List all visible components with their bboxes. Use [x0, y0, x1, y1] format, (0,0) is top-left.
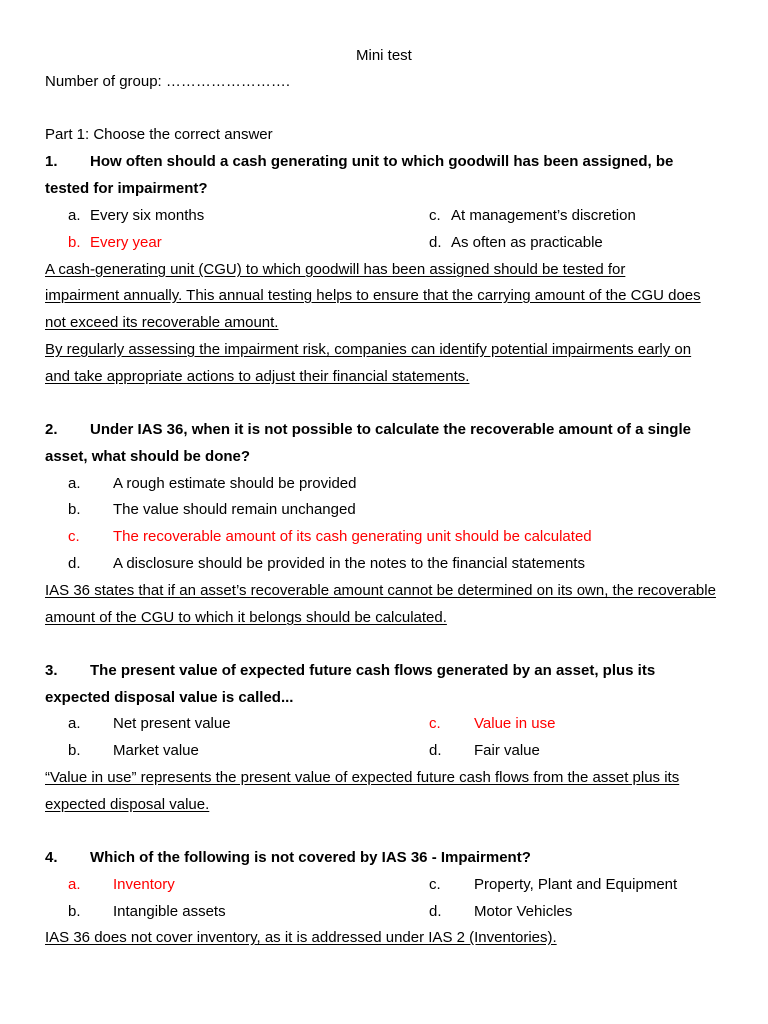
option-letter: a.	[68, 475, 81, 492]
option-text: Motor Vehicles	[474, 903, 573, 920]
option-text: The value should remain unchanged	[113, 501, 356, 518]
option-text: Market value	[113, 742, 199, 759]
option-text: Property, Plant and Equipment	[474, 876, 678, 893]
explanation-line: “Value in use” represents the present value of expected future cash flows from the asset plus its	[45, 769, 680, 786]
option-letter-correct: b.	[68, 234, 81, 251]
question-text: The present value of expected future cash flows generated by an asset, plus its	[90, 662, 656, 679]
option-letter: b.	[68, 501, 81, 518]
option-letter-correct: c.	[68, 528, 80, 545]
option-letter: b.	[68, 742, 81, 759]
option-letter-correct: a.	[68, 876, 81, 893]
option-letter: a.	[68, 715, 81, 732]
option-text: A disclosure should be provided in the notes to the financial statements	[113, 555, 585, 572]
question-text: asset, what should be done?	[45, 448, 251, 465]
option-text-correct: Every year	[90, 234, 162, 251]
group-number-field: Number of group: …………………….	[45, 73, 291, 90]
option-text: At management’s discretion	[451, 207, 636, 224]
question-text: Which of the following is not covered by IAS 36 - Impairment?	[90, 849, 531, 866]
option-letter: b.	[68, 903, 81, 920]
question-text: expected disposal value is called...	[45, 689, 294, 706]
explanation-line: expected disposal value.	[45, 796, 210, 813]
question-text: Under IAS 36, when it is not possible to calculate the recoverable amount of a single	[90, 421, 691, 438]
option-letter: c.	[429, 207, 441, 224]
part-title: Part 1: Choose the correct answer	[45, 126, 273, 143]
option-letter: c.	[429, 876, 441, 893]
option-letter: a.	[68, 207, 81, 224]
option-text: As often as practicable	[451, 234, 603, 251]
option-text: A rough estimate should be provided	[113, 475, 357, 492]
option-text-correct: Inventory	[113, 876, 175, 893]
option-text: Every six months	[90, 207, 205, 224]
explanation-line: amount of the CGU to which it belongs should be calculated.	[45, 609, 447, 626]
option-letter: d.	[68, 555, 81, 572]
question-text: tested for impairment?	[45, 180, 208, 197]
option-letter: d.	[429, 903, 442, 920]
explanation-line: and take appropriate actions to adjust their financial statements.	[45, 368, 470, 385]
option-text-correct: The recoverable amount of its cash generating unit should be calculated	[113, 528, 592, 545]
explanation-line: IAS 36 states that if an asset’s recoverable amount cannot be determined on its own, the recoverable	[45, 582, 716, 599]
question-number: 4.	[45, 849, 58, 866]
option-text: Net present value	[113, 715, 231, 732]
question-number: 1.	[45, 153, 58, 170]
option-text: Intangible assets	[113, 903, 226, 920]
option-text-correct: Value in use	[474, 715, 556, 732]
option-letter-correct: c.	[429, 715, 441, 732]
option-letter: d.	[429, 234, 442, 251]
explanation-line: impairment annually. This annual testing helps to ensure that the carrying amount of the CGU does	[45, 287, 701, 304]
option-text: Fair value	[474, 742, 540, 759]
explanation-line: IAS 36 does not cover inventory, as it is addressed under IAS 2 (Inventories).	[45, 929, 557, 946]
question-number: 2.	[45, 421, 58, 438]
explanation-line: not exceed its recoverable amount.	[45, 314, 279, 331]
option-letter: d.	[429, 742, 442, 759]
explanation-line: A cash-generating unit (CGU) to which goodwill has been assigned should be tested for	[45, 261, 626, 278]
explanation-line: By regularly assessing the impairment risk, companies can identify potential impairments early on	[45, 341, 692, 358]
question-number: 3.	[45, 662, 58, 679]
page-title: Mini test	[356, 47, 412, 64]
question-text: How often should a cash generating unit to which goodwill has been assigned, be	[90, 153, 674, 170]
